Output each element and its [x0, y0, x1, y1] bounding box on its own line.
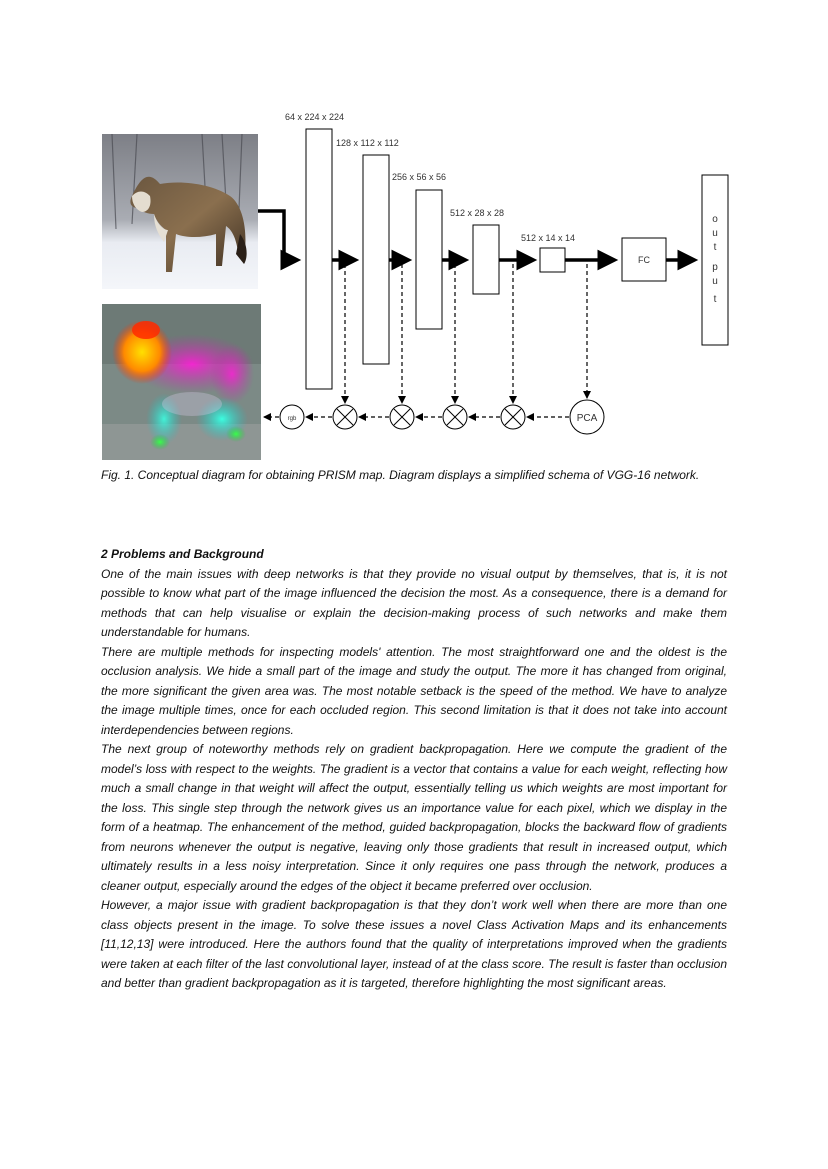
multiply-node-1 — [333, 405, 357, 429]
section-problems-background — [101, 545, 727, 994]
paragraph: There are multiple methods for inspecting models' attention. The most straightforward one and the oldest is the occlusion analysis. We hide a small part of the image and study the output. The more it has changed from original, the more significant the given area was. The most notable setback is the speed of the method. We have to analyze the image multiple times, once for each occluded region. This second limitation is that it does not take into account interdependencies between regions. — [101, 644, 727, 737]
conv3-dim-label: 256 x 56 x 56 — [392, 172, 447, 182]
svg-text:t: t — [713, 294, 717, 305]
paragraph: One of the main issues with deep networks is that they provide no visual output by themselves, that is, it is not possible to know what part of the image influenced the decision the most. As a consequence, there is a demand for methods that can help visualise or explain the decision-making process of such networks and make them understandable for humans. — [101, 566, 727, 639]
svg-text:p: p — [712, 262, 718, 273]
conv4-block — [473, 225, 499, 294]
multiply-node-3 — [443, 405, 467, 429]
conv1-dim-label: 64 x 224 x 224 — [285, 112, 345, 122]
multiply-node-2 — [390, 405, 414, 429]
fc-label: FC — [638, 255, 650, 265]
section-heading: 2 Problems and Background — [101, 547, 264, 561]
svg-text:u: u — [712, 276, 718, 287]
svg-text:o: o — [712, 214, 718, 225]
output-block — [702, 175, 728, 345]
paragraph: The next group of noteworthy methods rely on gradient backpropagation. Here we compute the gradient of the model’s loss with respect to the weights. The gradient is a vector that contains a value for each weight, reflecting how much a small change in that weight will affect the output, essentially telling us which weights are most important for the loss. This single step through the network gives us an importance value for each pixel, which we display in the form of a heatmap. The enhancement of the method, guided backpropagation, blocks the backward flow of gradients from neurons whenever the output is negative, leaving only those gradients that result in increased output, which ultimately results in a less noisy interpretation. Since it only requires one pass through the network, produces a cleaner output, especially around the edges of the object it became preferred over occlusion. — [101, 742, 727, 893]
multiply-node-4 — [501, 405, 525, 429]
svg-text:t: t — [713, 242, 717, 253]
rgb-label: rgb — [287, 416, 297, 422]
conv2-dim-label: 128 x 112 x 112 — [336, 138, 399, 148]
network-diagram — [0, 0, 828, 470]
figure — [0, 0, 828, 470]
figure-caption: Fig. 1. Conceptual diagram for obtaining PRISM map. Diagram displays a simplified schema of VGG-16 network. — [101, 468, 700, 482]
pca-label: PCA — [576, 413, 598, 424]
input-arrow — [258, 211, 296, 260]
conv4-dim-label: 512 x 28 x 28 — [450, 208, 505, 218]
conv2-block — [363, 155, 389, 364]
conv5-dim-label: 512 x 14 x 14 — [521, 233, 576, 243]
conv1-block — [306, 129, 332, 389]
svg-text:u: u — [712, 228, 718, 239]
conv5-block — [540, 248, 565, 272]
conv3-block — [416, 190, 442, 329]
paragraph: However, a major issue with gradient backpropagation is that they don’t work well when there are more than one class objects present in the image. To solve these issues a novel Class Activation Maps and its enhancements [11,12,13] were introduced. Here the authors found that the quality of interpretations improved when the gradients were taken at each filter of the last convolutional layer, instead of at the class score. The result is faster than occlusion and better than gradient backpropagation as it is targeted, therefore highlighting the most significant areas. — [101, 898, 727, 990]
